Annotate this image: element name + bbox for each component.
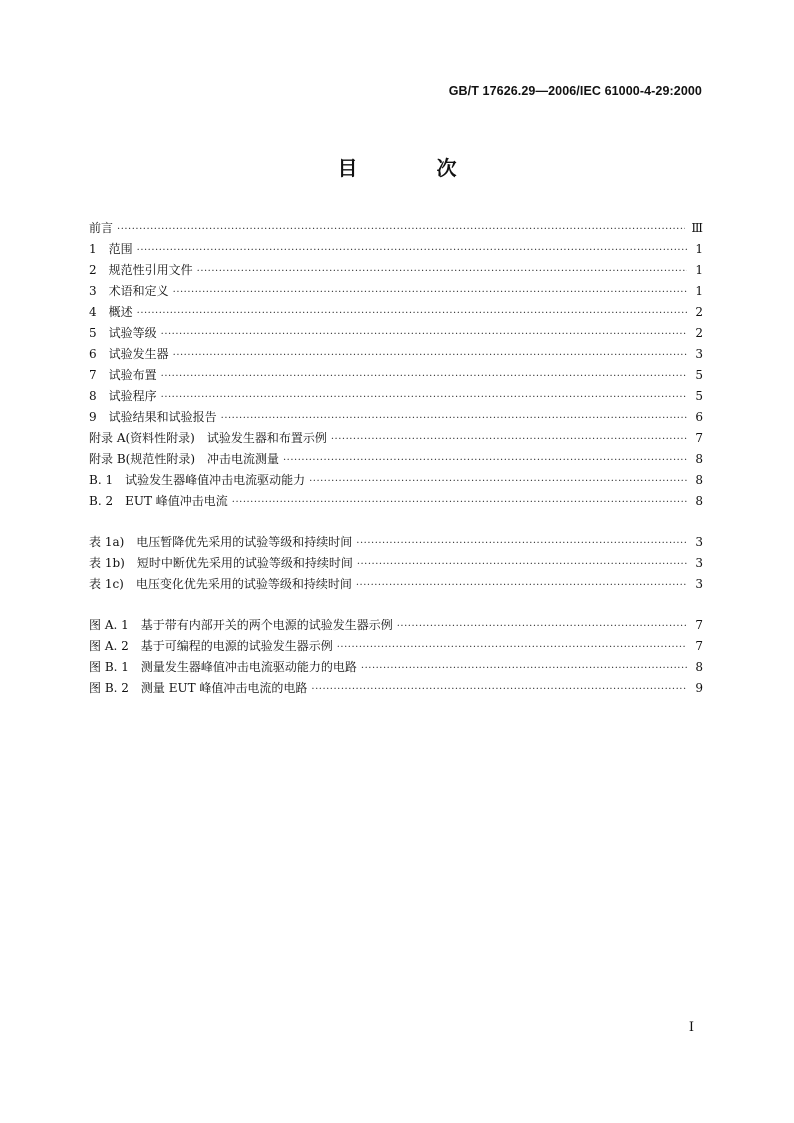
toc-entry-label: 4 概述: [89, 305, 133, 319]
dot-leader: [161, 324, 687, 345]
toc-entry-page: 2: [695, 305, 703, 319]
dot-leader: [173, 345, 687, 366]
toc-entry-label: 图 A. 2 基于可编程的电源的试验发生器示例: [89, 639, 333, 653]
toc-entry-page: 1: [695, 284, 703, 298]
toc-entry-page: 7: [695, 618, 703, 632]
toc-tables-list: [89, 532, 703, 595]
toc-entry[interactable]: [89, 407, 703, 428]
toc-entry-label: 附录 A(资料性附录) 试验发生器和布置示例: [89, 431, 327, 445]
dot-leader: [283, 450, 687, 471]
toc-entry-label: 附录 B(规范性附录) 冲击电流测量: [89, 452, 279, 466]
toc-entry-page: 7: [695, 431, 703, 445]
toc-entry-label: 3 术语和定义: [89, 284, 169, 298]
dot-leader: [311, 679, 687, 700]
page-number: I: [688, 1020, 694, 1035]
toc-entry-page: 2: [695, 326, 703, 340]
toc-entry[interactable]: [89, 553, 703, 574]
dot-leader: [309, 471, 687, 492]
toc-entry-page: 7: [695, 639, 703, 653]
page-title: 目 次: [337, 156, 493, 180]
dot-leader: [173, 282, 687, 303]
toc-entry[interactable]: [89, 260, 703, 281]
toc-entry-label: 9 试验结果和试验报告: [89, 410, 217, 424]
toc-entry-page: 1: [695, 263, 703, 277]
toc-entry-page: 8: [695, 473, 703, 487]
toc-entry-page: 8: [695, 660, 703, 674]
toc-entry-page: 5: [695, 389, 703, 403]
toc-entry[interactable]: [89, 239, 703, 260]
toc-entry[interactable]: [89, 281, 703, 302]
dot-leader: [361, 658, 687, 679]
toc-entry[interactable]: [89, 615, 703, 636]
dot-leader: [337, 637, 687, 658]
toc-entry[interactable]: [89, 365, 703, 386]
toc-main-list: [89, 218, 703, 512]
standard-code: GB/T 17626.29—2006/IEC 61000-4-29:2000: [448, 84, 702, 98]
dot-leader: [117, 219, 685, 240]
dot-leader: [397, 616, 687, 637]
toc-entry[interactable]: [89, 491, 703, 512]
toc-entry[interactable]: [89, 470, 703, 491]
dot-leader: [161, 366, 687, 387]
dot-leader: [331, 429, 687, 450]
dot-leader: [137, 240, 687, 261]
dot-leader: [357, 554, 687, 575]
toc-entry-label: 2 规范性引用文件: [89, 263, 193, 277]
toc-entry-page: 3: [695, 347, 703, 361]
toc-entry[interactable]: [89, 636, 703, 657]
toc-entry-label: 7 试验布置: [89, 368, 157, 382]
toc-entry-label: 8 试验程序: [89, 389, 157, 403]
toc-entry-label: 图 B. 2 测量 EUT 峰值冲击电流的电路: [89, 681, 308, 695]
toc-entry-label: 5 试验等级: [89, 326, 157, 340]
dot-leader: [356, 575, 687, 596]
toc-entry[interactable]: [89, 449, 703, 470]
toc-entry-label: 图 B. 1 测量发生器峰值冲击电流驱动能力的电路: [89, 660, 357, 674]
dot-leader: [356, 533, 687, 554]
toc-entry-page: 1: [695, 242, 703, 256]
dot-leader: [232, 492, 687, 513]
toc-entry[interactable]: [89, 532, 703, 553]
toc-entry-page: 3: [695, 535, 703, 549]
toc-entry-page: 6: [695, 410, 703, 424]
toc-entry-label: 前言: [89, 221, 114, 235]
toc-entry-label: 6 试验发生器: [89, 347, 169, 361]
toc-entry-label: 图 A. 1 基于带有内部开关的两个电源的试验发生器示例: [89, 618, 393, 632]
toc-entry-page: 8: [695, 494, 703, 508]
toc-entry[interactable]: [89, 344, 703, 365]
dot-leader: [197, 261, 687, 282]
toc-entry-label: 表 1c) 电压变化优先采用的试验等级和持续时间: [89, 577, 352, 591]
dot-leader: [221, 408, 687, 429]
dot-leader: [161, 387, 687, 408]
toc-entry[interactable]: [89, 218, 703, 239]
toc-entry[interactable]: [89, 386, 703, 407]
toc-entry-label: 表 1a) 电压暂降优先采用的试验等级和持续时间: [89, 535, 353, 549]
toc-entry-page: 5: [695, 368, 703, 382]
toc-entry-label: 1 范围: [89, 242, 133, 256]
toc-entry-page: 3: [695, 577, 703, 591]
toc-figures-list: [89, 615, 703, 699]
toc-entry-page: 9: [695, 681, 703, 695]
toc-entry-page: 8: [695, 452, 703, 466]
toc-entry-label: 表 1b) 短时中断优先采用的试验等级和持续时间: [89, 556, 353, 570]
toc-entry[interactable]: [89, 574, 703, 595]
toc-entry-page: 3: [695, 556, 703, 570]
toc-entry-label: B. 2 EUT 峰值冲击电流: [89, 494, 228, 508]
toc-entry-label: B. 1 试验发生器峰值冲击电流驱动能力: [89, 473, 306, 487]
toc-entry[interactable]: [89, 657, 703, 678]
toc-entry[interactable]: [89, 678, 703, 699]
toc-entry[interactable]: [89, 302, 703, 323]
toc-entry[interactable]: [89, 428, 703, 449]
dot-leader: [137, 303, 687, 324]
toc-entry-page: Ⅲ: [691, 221, 703, 235]
toc-entry[interactable]: [89, 323, 703, 344]
